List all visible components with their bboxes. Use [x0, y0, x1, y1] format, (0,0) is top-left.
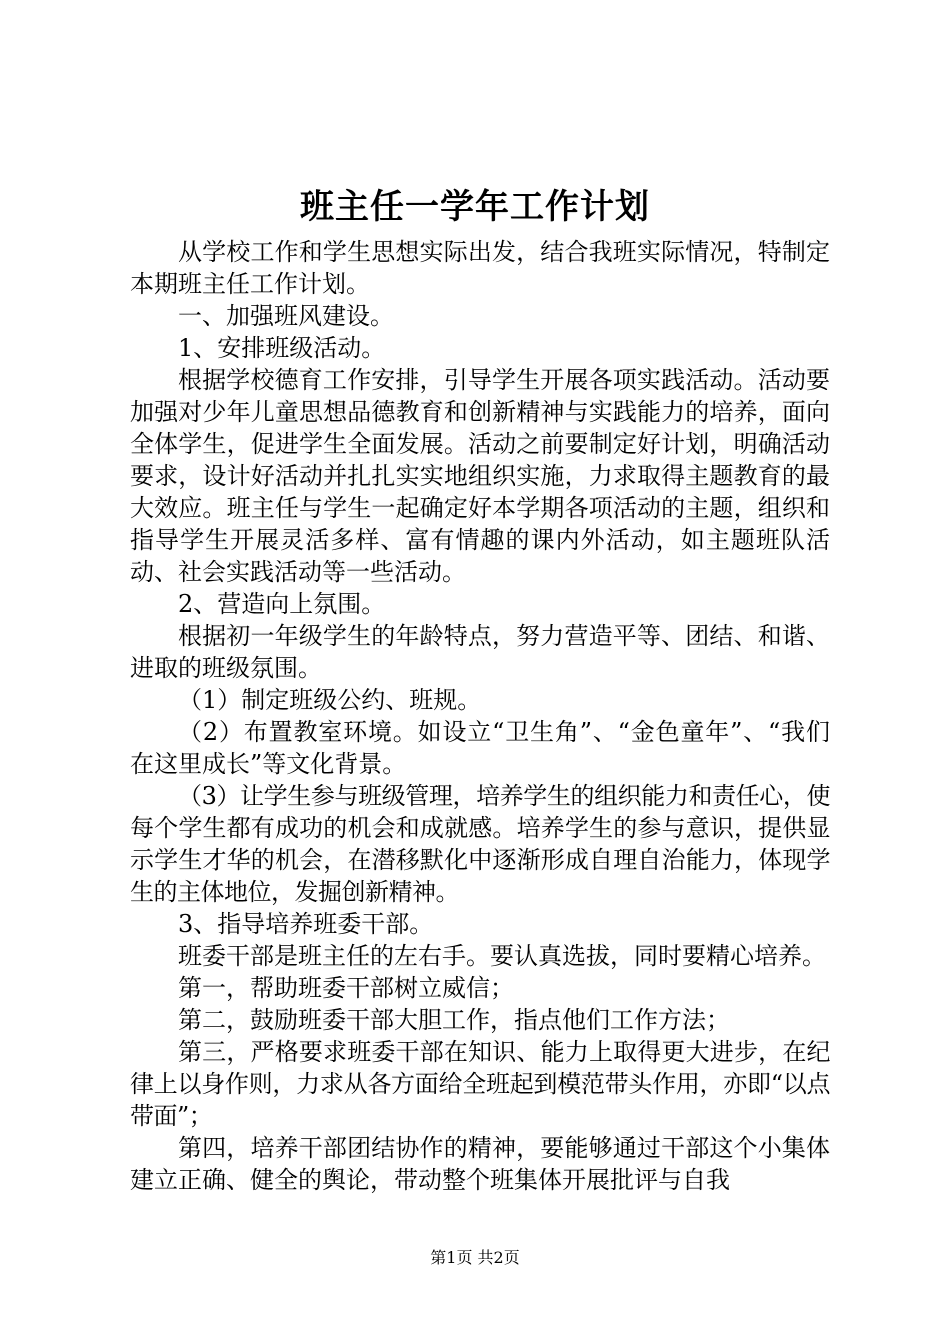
list-item-class-rules: （1）制定班级公约、班规。 — [178, 686, 482, 714]
list-item-class-management: （3）让学生参与班级管理，培养学生的组织能力和责任心，使每个学生都有成功的机会和成就感。培养学生的参与意识，提供显示学生才华的机会，在潜移默化中逐渐形成自理自治能力，体现学生的主体地位，发掘创新精神。 — [130, 782, 830, 906]
document-body — [130, 236, 830, 1196]
paragraph-intro: 从学校工作和学生思想实际出发，结合我班实际情况，特制定本期班主任工作计划。 — [130, 238, 830, 298]
paragraph-atmosphere: 根据初一年级学生的年龄特点，努力营造平等、团结、和谐、进取的班级氛围。 — [130, 622, 830, 682]
list-item-first: 第一，帮助班委干部树立威信； — [178, 974, 514, 1002]
heading-item-3: 3、指导培养班委干部。 — [178, 910, 434, 938]
heading-section-1: 一、加强班风建设。 — [178, 302, 394, 330]
paragraph-class-committee: 班委干部是班主任的左右手。要认真选拔，同时要精心培养。 — [178, 942, 826, 970]
heading-item-2: 2、营造向上氛围。 — [178, 590, 386, 618]
paragraph-activities: 根据学校德育工作安排，引导学生开展各项实践活动。活动要加强对少年儿童思想品德教育和创新精神与实践能力的培养，面向全体学生，促进学生全面发展。活动之前要制定好计划，明确活动要求，设计好活动并扎扎实实地组织实施，力求取得主题教育的最大效应。班主任与学生一起确定好本学期各项活动的主题，组织和指导学生开展灵活多样、富有情趣的课内外活动，如主题班队活动、社会实践活动等一些活动。 — [130, 366, 830, 586]
document-title: 班主任一学年工作计划 — [300, 187, 650, 227]
list-item-third: 第三，严格要求班委干部在知识、能力上取得更大进步，在纪律上以身作则，力求从各方面给全班起到模范带头作用，亦即“以点带面”； — [130, 1038, 830, 1130]
page-footer: 第1页 共2页 — [430, 1248, 520, 1267]
list-item-fourth: 第四，培养干部团结协作的精神，要能够通过干部这个小集体建立正确、健全的舆论，带动整个班集体开展批评与自我 — [130, 1134, 830, 1194]
heading-item-1: 1、安排班级活动。 — [178, 334, 386, 362]
list-item-classroom-environment: （2）布置教室环境。如设立“卫生角”、“金色童年”、“我们在这里成长”等文化背景。 — [130, 718, 830, 778]
list-item-second: 第二，鼓励班委干部大胆工作，指点他们工作方法； — [178, 1006, 730, 1034]
